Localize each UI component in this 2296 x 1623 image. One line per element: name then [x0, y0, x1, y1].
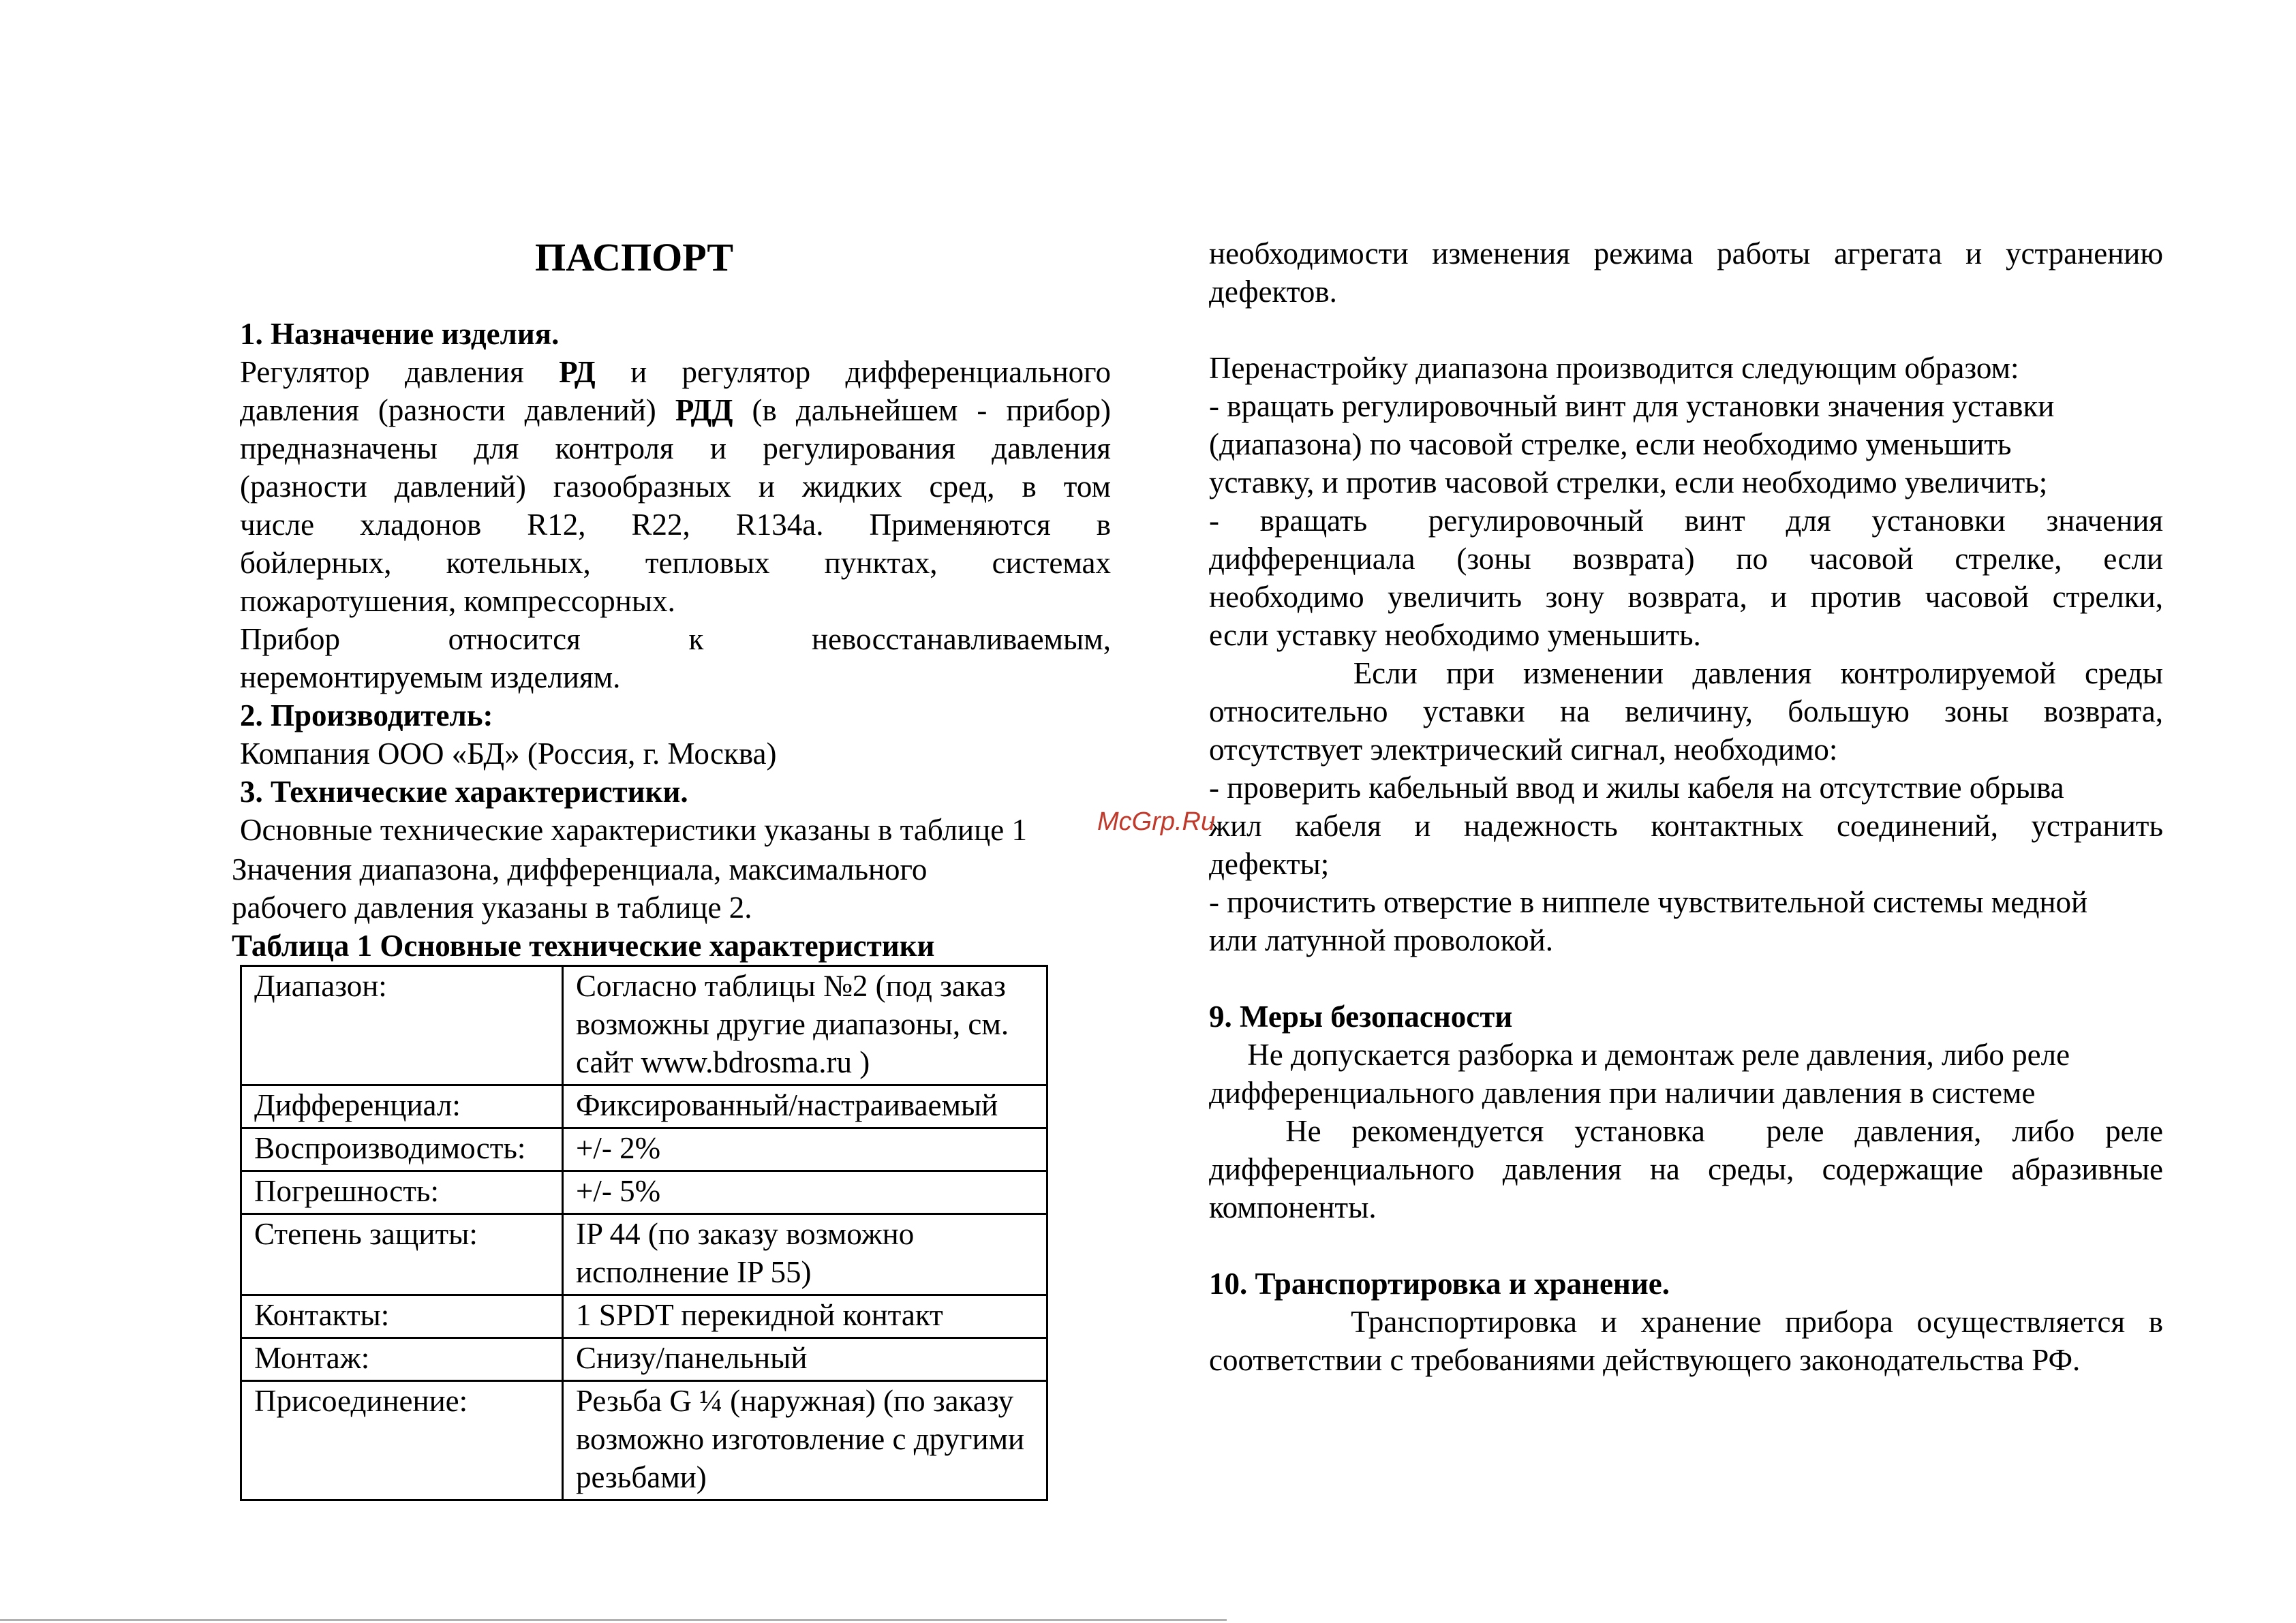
s9-line-5: компоненты. — [1209, 1190, 1377, 1224]
adj-line-4: уставку, и против часовой стрелки, если необходимо увеличить; — [1209, 465, 2048, 499]
section-10-heading: 10. Транспортировка и хранение. — [1209, 1267, 1670, 1301]
s3-text-line-1: Основные технические характеристики указаны в таблице 1 — [240, 813, 1027, 847]
cont-line-1: необходимости изменения режима работы агрегата и устранению — [1209, 236, 2163, 270]
sig-line-3: отсутствует электрический сигнал, необходимо: — [1209, 732, 1838, 767]
s1-line-5: числе хладонов R12, R22, R134a. Применяются в — [240, 508, 1111, 542]
table-cell-value: Согласно таблицы №2 (под заказ возможны другие диапазоны, см. сайт www.bdrosma.ru ) — [563, 966, 1047, 1085]
table-cell-value: Фиксированный/настраиваемый — [563, 1085, 1047, 1128]
table-row — [241, 1214, 1047, 1295]
adj-line-7: необходимо увеличить зону возврата, и против часовой стрелки, — [1209, 580, 2163, 614]
table-cell-value: +/- 2% — [563, 1128, 1047, 1171]
adj-line-6: дифференциала (зоны возврата) по часовой стрелке, если — [1209, 542, 2163, 576]
sig-line-8: или латунной проволокой. — [1209, 923, 1553, 957]
s3-text-line-2: Значения диапазона, дифференциала, максимального — [232, 852, 928, 886]
table-caption: Таблица 1 Основные технические характеристики — [232, 929, 935, 963]
table-cell-key: Контакты: — [241, 1295, 563, 1338]
table-cell-value: Резьба G ¼ (наружная) (по заказу возможно изготовление с другими резьбами) — [563, 1381, 1047, 1500]
s9-line-3: Не рекомендуется установка реле давления, либо реле — [1209, 1114, 2163, 1148]
bottom-divider — [0, 1619, 1227, 1621]
table-cell-value: 1 SPDT перекидной контакт — [563, 1295, 1047, 1338]
s1-line-4: (разности давлений) газообразных и жидких сред, в том — [240, 469, 1111, 504]
table-row — [241, 966, 1047, 1085]
s3-text-line-3: рабочего давления указаны в таблице 2. — [232, 891, 752, 925]
adj-line-5: - вращать регулировочный винт для установки значения — [1209, 504, 2163, 538]
sig-line-4: - проверить кабельный ввод и жилы кабеля на отсутствие обрыва — [1209, 771, 2064, 805]
table-row — [241, 1128, 1047, 1171]
section-1-heading: 1. Назначение изделия. — [240, 317, 560, 351]
s9-line-4: дифференциального давления на среды, содержащие абразивные — [1209, 1152, 2163, 1186]
table-cell-key: Монтаж: — [241, 1338, 563, 1381]
section-2-heading: 2. Производитель: — [240, 698, 493, 732]
adj-line-8: если уставку необходимо уменьшить. — [1209, 618, 1701, 652]
cont-line-2: дефектов. — [1209, 275, 1337, 309]
blank-line — [1209, 1226, 2163, 1265]
sig-line-2: относительно уставки на величину, большую зоны возврата, — [1209, 694, 2163, 728]
adj-line-3: (диапазона) по часовой стрелке, если необходимо уменьшить — [1209, 427, 2012, 461]
table-cell-value: Снизу/панельный — [563, 1338, 1047, 1381]
table-cell-key: Дифференциал: — [241, 1085, 563, 1128]
s1-p2-line-1: Прибор относится к невосстанавливаемым, — [240, 622, 1111, 656]
blank-line — [1209, 959, 2163, 998]
adj-line-2: - вращать регулировочный винт для установки значения уставки — [1209, 389, 2055, 423]
page-title: ПАСПОРТ — [535, 235, 734, 279]
sig-line-5: жил кабеля и надежность контактных соединений, устранить — [1209, 809, 2163, 843]
table-row — [241, 1085, 1047, 1128]
sig-line-1: Если при изменении давления контролируемой среды — [1209, 656, 2163, 690]
table-cell-key: Присоединение: — [241, 1381, 563, 1500]
s1-line-6: бойлерных, котельных, тепловых пунктах, системах — [240, 546, 1111, 580]
s1-line-2: давления (разности давлений) РДД (в дальнейшем - прибор) — [240, 393, 1112, 427]
adj-line-1: Перенастройку диапазона производится следующим образом: — [1209, 351, 2019, 385]
table-row — [241, 1381, 1047, 1500]
s9-line-1: Не допускается разборка и демонтаж реле давления, либо реле — [1209, 1038, 2070, 1072]
sig-line-7: - прочистить отверстие в ниппеле чувствительной системы медной — [1209, 885, 2088, 919]
blank-line — [1209, 311, 2163, 349]
table-row — [241, 1295, 1047, 1338]
table-cell-value: +/- 5% — [563, 1171, 1047, 1214]
s9-line-2: дифференциального давления при наличии давления в системе — [1209, 1076, 2036, 1110]
section-9-heading: 9. Меры безопасности — [1209, 1000, 1513, 1034]
s1-line-3: предназначены для контроля и регулирования давления — [240, 431, 1111, 465]
table-cell-value: IP 44 (по заказу возможно исполнение IP 55) — [563, 1214, 1047, 1295]
section-3-heading: 3. Технические характеристики. — [240, 775, 688, 809]
s1-p2-line-2: неремонтируемым изделиям. — [240, 660, 621, 694]
s10-line-1: Транспортировка и хранение прибора осуществляется в — [1209, 1305, 2163, 1339]
watermark: McGrp.Ru — [1097, 807, 1216, 836]
spec-table — [240, 965, 1048, 1501]
table-row — [241, 1171, 1047, 1214]
s1-line-7: пожаротушения, компрессорных. — [240, 584, 675, 618]
sig-line-6: дефекты; — [1209, 847, 1330, 881]
s2-text: Компания ООО «БД» (Россия, г. Москва) — [240, 737, 777, 771]
s10-line-2: соответствии с требованиями действующего законодательства РФ. — [1209, 1343, 2081, 1377]
table-cell-key: Степень защиты: — [241, 1214, 563, 1295]
s1-line-1: Регулятор давления РД и регулятор дифференциального — [240, 355, 1112, 389]
table-row — [241, 1338, 1047, 1381]
table-cell-key: Погрешность: — [241, 1171, 563, 1214]
table-cell-key: Диапазон: — [241, 966, 563, 1085]
table-cell-key: Воспроизводимость: — [241, 1128, 563, 1171]
